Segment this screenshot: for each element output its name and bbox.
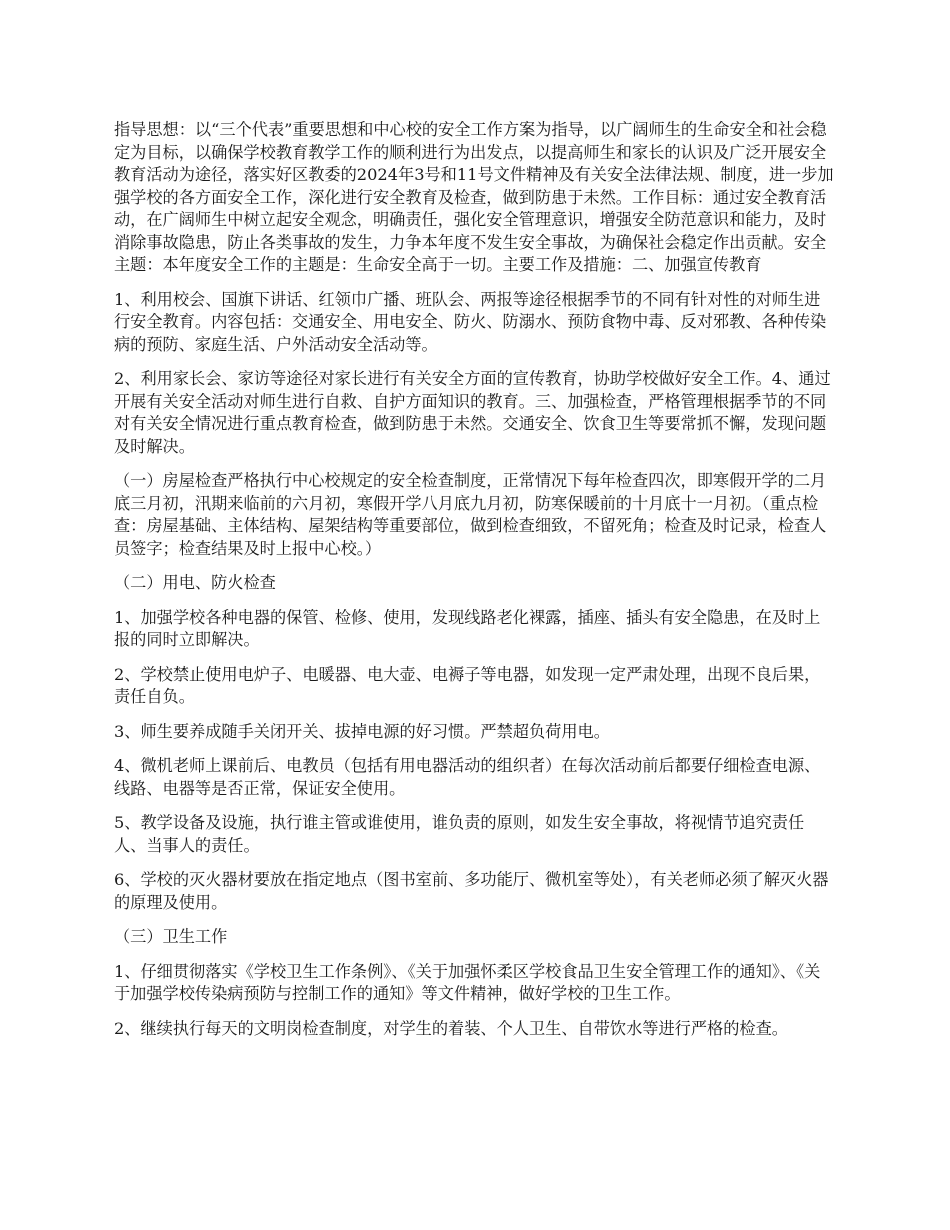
paragraph-item-1: 1、利用校会、国旗下讲话、红领巾广播、班队会、两报等途径根据季节的不同有针对性的对师生进行安全教育。内容包括：交通安全、用电安全、防火、防溺水、预防食物中毒、反对邪教、各种传染病的预防、家庭生活、户外活动安全活动等。 bbox=[114, 289, 827, 354]
section-heading-electricity-fire: （二）用电、防火检查 bbox=[114, 573, 276, 592]
paragraph-electric-1: 1、加强学校各种电器的保管、检修、使用，发现线路老化裸露，插座、插头有安全隐患，在及时上报的同时立即解决。 bbox=[114, 607, 821, 649]
paragraph-electric-4: 4、微机老师上课前后、电教员（包括有用电器活动的组织者）在每次活动前后都要仔细检查电源、线路、电器等是否正常，保证安全使用。 bbox=[114, 756, 821, 798]
section-heading-hygiene: （三）卫生工作 bbox=[114, 927, 228, 946]
paragraph-electric-6: 6、学校的灭火器材要放在指定地点（图书室前、多功能厅、微机室等处），有关老师必须了解灭火器的原理及使用。 bbox=[114, 870, 829, 912]
paragraph-electric-2: 2、学校禁止使用电炉子、电暖器、电大壶、电褥子等电器，如发现一定严肃处理，出现不良后果，责任自负。 bbox=[114, 664, 821, 706]
paragraph-hygiene-1: 1、仔细贯彻落实《学校卫生工作条例》、《关于加强怀柔区学校食品卫生安全管理工作的通知》、《关于加强学校传染病预防与控制工作的通知》等文件精神，做好学校的卫生工作。 bbox=[114, 961, 821, 1003]
paragraph-electric-3: 3、师生要养成随手关闭开关、拔掉电源的好习惯。严禁超负荷用电。 bbox=[114, 721, 610, 741]
paragraph-guiding-ideology: 指导思想：以“三个代表”重要思想和中心校的安全工作方案为指导，以广阔师生的生命安全和社会稳定为目标，以确保学校教育教学工作的顺利进行为出发点，以提高师生和家长的认识及广泛开展安全教育活动为途径，落实好区教委的2024年3号和11号文件精神及有关安全法律法规、制度，进一步加强学校的各方面安全工作，深化进行安全教育及检查，做到防患于未然。工作目标：通过安全教育活动，在广阔师生中树立起安全观念，明确责任，强化安全管理意识，增强安全防范意识和能力，及时消除事故隐患，防止各类事故的发生，力争本年度不发生安全事故，为确保社会稳定作出贡献。安全主题：本年度安全工作的主题是：生命安全高于一切。主要工作及措施：二、加强宣传教育 bbox=[114, 120, 834, 274]
paragraph-section-1-housing: （一）房屋检查严格执行中心校规定的安全检查制度，正常情况下每年检查四次，即寒假开学的二月底三月初，汛期来临前的六月初，寒假开学八月底九月初，防寒保暖前的十月底十一月初。（重点检查：房屋基础、主体结构、屋架结构等重要部位，做到检查细致，不留死角；检查及时记录，检查人员签字；检查结果及时上报中心校。） bbox=[114, 471, 827, 558]
paragraph-hygiene-2: 2、继续执行每天的文明岗检查制度，对学生的着装、个人卫生、自带饮水等进行严格的检查。 bbox=[114, 1018, 788, 1038]
paragraph-item-2: 2、利用家长会、家访等途径对家长进行有关安全方面的宣传教育，协助学校做好安全工作。4、通过开展有关安全活动对师生进行自救、自护方面知识的教育。三、加强检查，严格管理根据季节的不同对有关安全情况进行重点教育检查，做到防患于未然。交通安全、饮食卫生等要常抓不懈，发现问题及时解决。 bbox=[114, 369, 831, 456]
paragraph-electric-5: 5、教学设备及设施，执行谁主管或谁使用，谁负责的原则，如发生安全事故，将视情节追究责任人、当事人的责任。 bbox=[114, 813, 805, 855]
